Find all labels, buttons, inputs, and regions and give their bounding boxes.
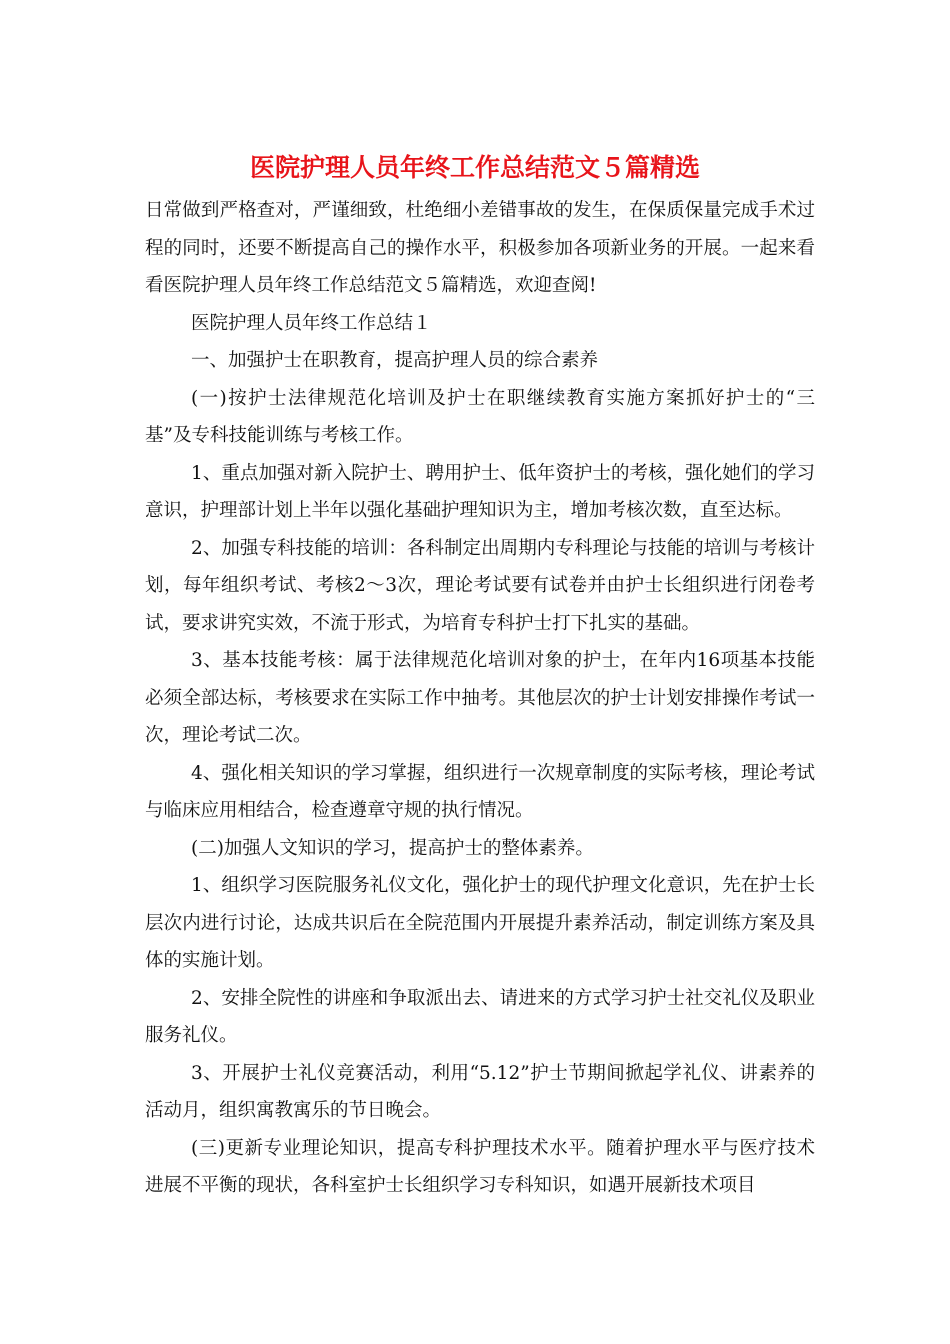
paragraph: 2、加强专科技能的培训：各科制定出周期内专科理论与技能的培训与考核计划，每年组织考试、考核2～3次，理论考试要有试卷并由护士长组织进行闭卷考试，要求讲究实效，不流于形式，为培育专科护士打下扎实的基础。 xyxy=(145,537,815,634)
paragraph: 4、强化相关知识的学习掌握，组织进行一次规章制度的实际考核，理论考试与临床应用相结合，检查遵章守规的执行情况。 xyxy=(145,762,815,821)
intro-paragraph: 日常做到严格查对，严谨细致，杜绝细小差错事故的发生，在保质保量完成手术过程的同时，还要不断提高自己的操作水平，积极参加各项新业务的开展。一起来看看医院护理人员年终工作总结范文５篇精选，欢迎查阅! xyxy=(145,200,815,296)
paragraph: (二)加强人文知识的学习，提高护士的整体素养。 xyxy=(191,837,594,859)
paragraph: 3、开展护士礼仪竞赛活动，利用“5.12”护士节期间掀起学礼仪、讲素养的活动月，组织寓教寓乐的节日晚会。 xyxy=(145,1062,815,1121)
heading-1: 一、加强护士在职教育，提高护理人员的综合素养 xyxy=(191,350,599,371)
paragraph: 2、安排全院性的讲座和争取派出去、请进来的方式学习护士社交礼仪及职业服务礼仪。 xyxy=(145,987,815,1046)
paragraph: (一)按护士法律规范化培训及护士在职继续教育实施方案抓好护士的“三基”及专科技能训练与考核工作。 xyxy=(145,387,815,446)
section-title: 医院护理人员年终工作总结１ xyxy=(191,312,432,334)
paragraph: 1、重点加强对新入院护士、聘用护士、低年资护士的考核，强化她们的学习意识，护理部计划上半年以强化基础护理知识为主，增加考核次数，直至达标。 xyxy=(145,462,815,521)
document-body xyxy=(145,192,815,1205)
document-title: 医院护理人员年终工作总结范文５篇精选 xyxy=(249,153,700,182)
paragraph: 3、基本技能考核：属于法律规范化培训对象的护士，在年内16项基本技能必须全部达标，考核要求在实际工作中抽考。其他层次的护士计划安排操作考试一次，理论考试二次。 xyxy=(145,650,815,746)
paragraph: (三)更新专业理论知识，提高专科护理技术水平。随着护理水平与医疗技术进展不平衡的现状，各科室护士长组织学习专科知识，如遇开展新技术项目 xyxy=(145,1137,815,1196)
paragraph: 1、组织学习医院服务礼仪文化，强化护士的现代护理文化意识，先在护士长层次内进行讨论，达成共识后在全院范围内开展提升素养活动，制定训练方案及具体的实施计划。 xyxy=(145,875,815,971)
